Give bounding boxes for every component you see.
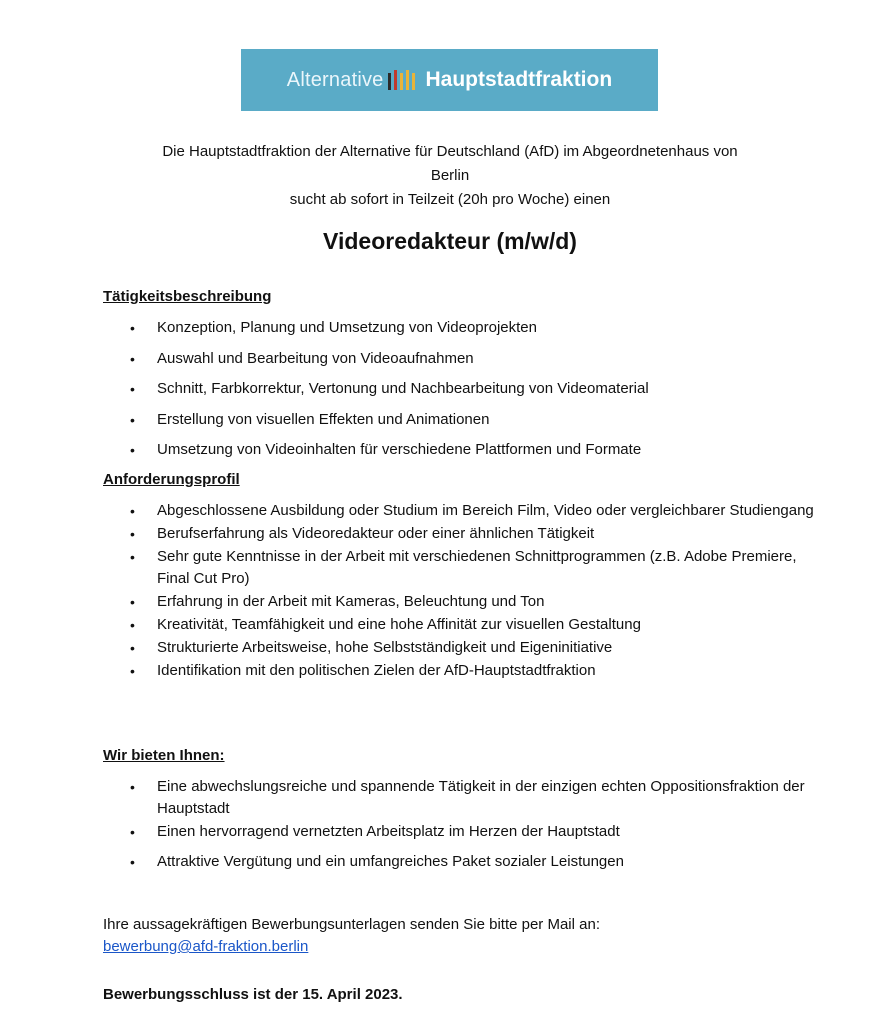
list-item: [0, 637, 817, 659]
list-item-text: Identifikation mit den politischen Zielen der AfD-Hauptstadtfraktion: [157, 662, 596, 679]
list-item-text: Erfahrung in der Arbeit mit Kameras, Beleuchtung und Ton: [157, 593, 545, 610]
offer-list: [0, 776, 817, 874]
list-item: [0, 591, 817, 613]
duties-list: [0, 317, 817, 470]
list-item-text: Konzeption, Planung und Umsetzung von Videoprojekten: [157, 319, 537, 336]
list-item: [0, 317, 817, 339]
bullet-icon: •: [130, 411, 135, 428]
job-title: Videoredakteur (m/w/d): [323, 228, 577, 254]
list-item: [0, 378, 817, 400]
list-item-text: Umsetzung von Videoinhalten für verschiedene Plattformen und Formate: [157, 441, 642, 458]
bullet-icon: •: [130, 824, 135, 840]
intro-text: [100, 140, 800, 212]
bullet-icon: •: [130, 640, 135, 656]
list-item-text: Abgeschlossene Ausbildung oder Studium im Bereich Film, Video oder vergleichbarer Studiengang: [157, 502, 814, 519]
logo-bar-3: [400, 73, 403, 90]
bullet-icon: •: [130, 503, 135, 519]
logo-bar-4: [406, 70, 409, 90]
logo-bar-2: [394, 70, 397, 90]
list-item-text: Berufserfahrung als Videoredakteur oder einer ähnlichen Tätigkeit: [157, 525, 595, 542]
logo-text-alternative: Alternative: [286, 68, 384, 91]
intro-line-1: Die Hauptstadtfraktion der Alternative für Deutschland (AfD) im Abgeordnetenhaus von: [162, 143, 738, 160]
list-item: [0, 409, 817, 431]
logo-bar-5: [412, 73, 415, 90]
list-item: [0, 348, 817, 370]
list-item-text: Eine abwechslungsreiche und spannende Tätigkeit in der einzigen echten Oppositionsfraktion der Hauptstadt: [157, 778, 805, 817]
list-item-text: Erstellung von visuellen Effekten und Animationen: [157, 410, 490, 428]
bullet-icon: •: [130, 526, 135, 542]
duties-heading: Tätigkeitsbeschreibung: [103, 288, 272, 305]
list-item: [0, 614, 817, 636]
list-item: [0, 500, 817, 522]
list-item-text: Strukturierte Arbeitsweise, hohe Selbstständigkeit und Eigeninitiative: [157, 639, 613, 656]
list-item: [0, 546, 817, 590]
bullet-icon: •: [130, 854, 135, 870]
bullet-icon: •: [130, 442, 135, 458]
bullet-icon: •: [130, 617, 135, 633]
list-item-text: Schnitt, Farbkorrektur, Vertonung und Nachbearbeitung von Videomaterial: [157, 380, 649, 397]
logo-text-hauptstadtfraktion: Hauptstadtfraktion: [425, 68, 613, 91]
bullet-icon: •: [130, 594, 135, 610]
bullet-icon: •: [130, 663, 135, 679]
email-link[interactable]: bewerbung@afd-fraktion.berlin: [103, 938, 309, 955]
application-text: Ihre aussagekräftigen Bewerbungsunterlagen senden Sie bitte per Mail an:: [103, 916, 600, 933]
list-item-text: Auswahl und Bearbeitung von Videoaufnahmen: [157, 349, 474, 367]
bullet-icon: •: [130, 320, 135, 336]
list-item: [0, 660, 817, 682]
offer-heading: Wir bieten Ihnen:: [103, 747, 225, 764]
list-item-text: Einen hervorragend vernetzten Arbeitsplatz im Herzen der Hauptstadt: [157, 823, 620, 840]
application-note: [103, 914, 803, 958]
bullet-icon: •: [130, 381, 135, 397]
list-item-text: Attraktive Vergütung und ein umfangreiches Paket sozialer Leistungen: [157, 853, 624, 870]
intro-line-3: sucht ab sofort in Teilzeit (20h pro Woche) einen: [289, 191, 611, 208]
logo-bar-1: [388, 73, 391, 90]
requirements-heading: Anforderungsprofil: [103, 471, 240, 488]
list-item: [0, 821, 817, 843]
bullet-icon: •: [130, 549, 135, 565]
intro-line-2: Berlin: [430, 167, 470, 184]
requirements-list: [0, 500, 817, 683]
logo-banner: [241, 49, 658, 111]
list-item: [0, 439, 817, 461]
bullet-icon: •: [130, 350, 135, 367]
logo-bars-icon: [387, 67, 423, 93]
list-item: [0, 851, 817, 873]
list-item-text: Sehr gute Kenntnisse in der Arbeit mit verschiedenen Schnittprogrammen (z.B. Adobe Premiere, Final Cut Pro): [157, 548, 797, 587]
list-item: [0, 776, 817, 820]
list-item: [0, 523, 817, 545]
list-item-text: Kreativität, Teamfähigkeit und eine hohe Affinität zur visuellen Gestaltung: [157, 616, 641, 633]
bullet-icon: •: [130, 779, 135, 795]
deadline-text: Bewerbungsschluss ist der 15. April 2023.: [103, 986, 403, 1003]
